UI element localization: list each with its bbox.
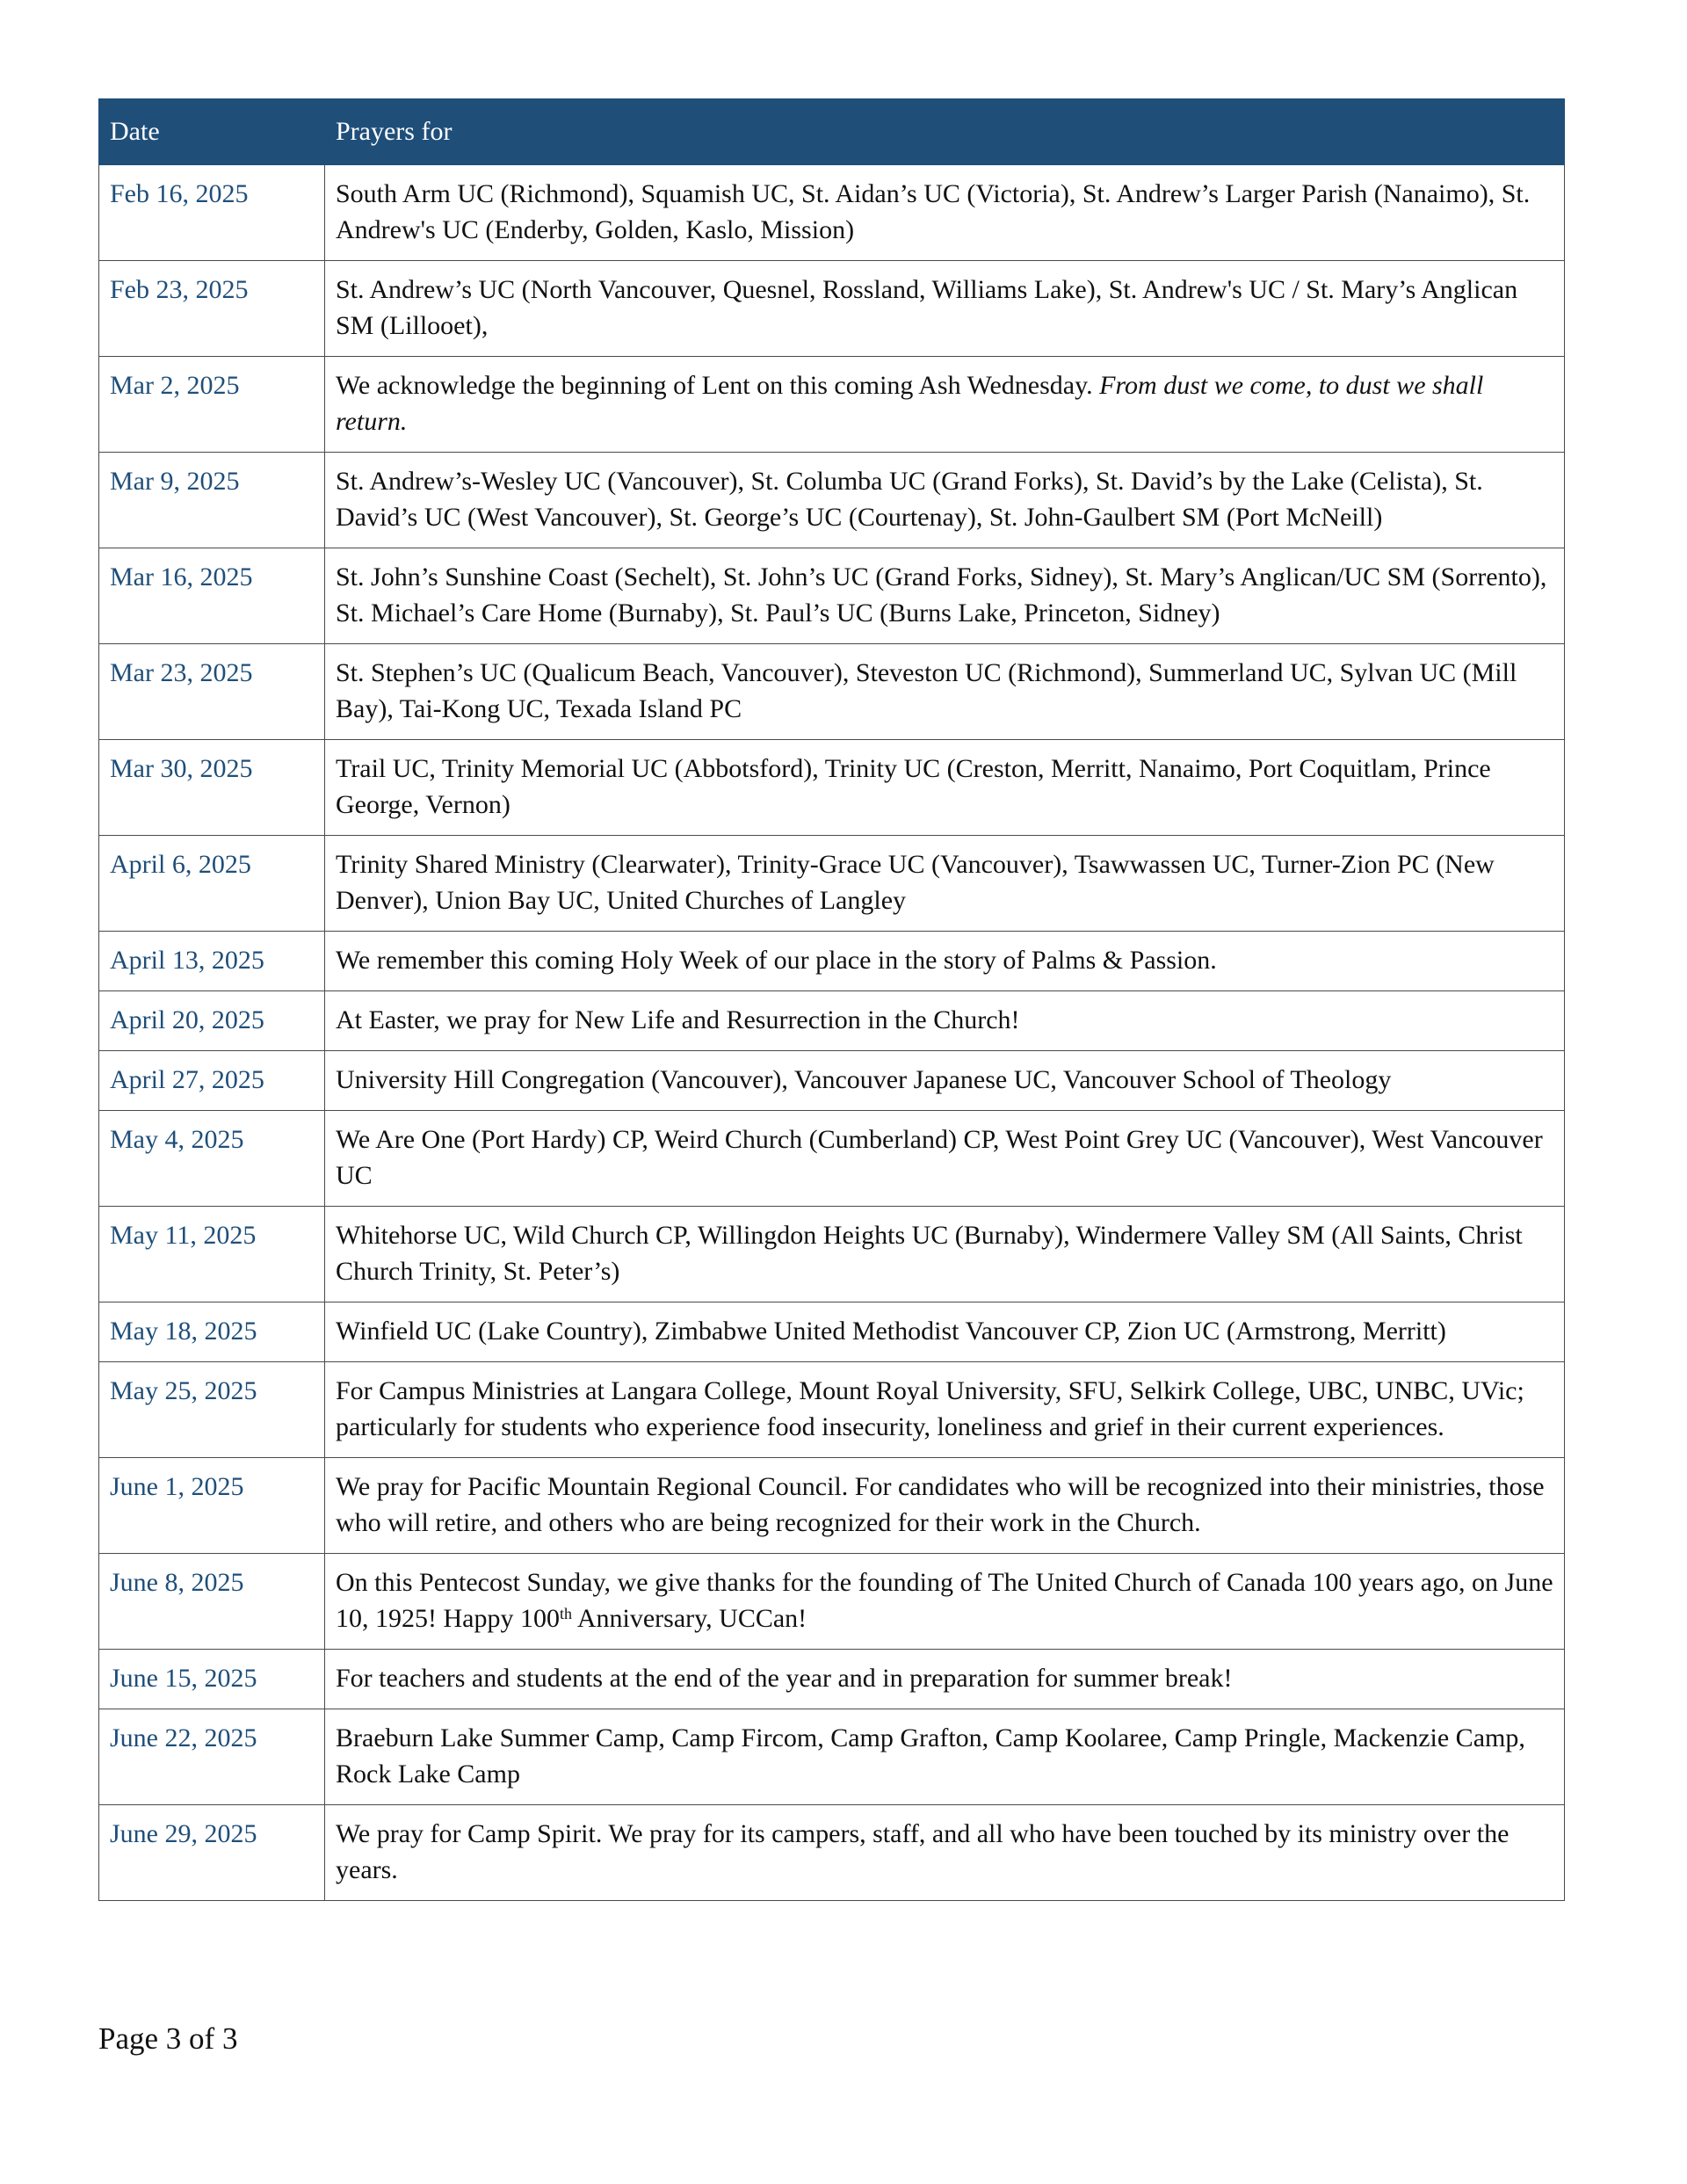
table-row bbox=[99, 1111, 1565, 1207]
table-row bbox=[99, 261, 1565, 357]
table-row bbox=[99, 1051, 1565, 1111]
row-date: June 22, 2025 bbox=[99, 1709, 325, 1805]
row-prayers-text: University Hill Congregation (Vancouver), Vancouver Japanese UC, Vancouver School of Theology bbox=[336, 1065, 1392, 1094]
row-date: May 25, 2025 bbox=[99, 1362, 325, 1458]
row-prayers-text: Whitehorse UC, Wild Church CP, Willingdon Heights UC (Burnaby), Windermere Valley SM (All Saints, Christ Church Trinity, St. Peter’s) bbox=[336, 1221, 1523, 1286]
table-row bbox=[99, 644, 1565, 740]
row-date: May 4, 2025 bbox=[99, 1111, 325, 1207]
table-row bbox=[99, 932, 1565, 991]
row-prayers-text: Trail UC, Trinity Memorial UC (Abbotsford), Trinity UC (Creston, Merritt, Nanaimo, Port Coquitlam, Prince George, Vernon) bbox=[336, 754, 1491, 819]
page-number-footer: Page 3 of 3 bbox=[98, 2021, 238, 2056]
column-header-prayers: Prayers for bbox=[325, 99, 1565, 165]
row-prayers bbox=[325, 1458, 1565, 1554]
row-prayers-text: We remember this coming Holy Week of our place in the story of Palms & Passion. bbox=[336, 946, 1217, 975]
row-date: Mar 2, 2025 bbox=[99, 357, 325, 453]
column-header-date: Date bbox=[99, 99, 325, 165]
row-prayers-text: For Campus Ministries at Langara College, Mount Royal University, SFU, Selkirk College, UBC, UNBC, UVic; particularly for students who experience food insecurity, loneliness and grief in their current experiences. bbox=[336, 1376, 1524, 1441]
row-prayers-text-after: Anniversary, UCCan! bbox=[572, 1604, 807, 1633]
table-header-row bbox=[99, 99, 1565, 165]
row-date: Feb 16, 2025 bbox=[99, 165, 325, 261]
row-prayers bbox=[325, 548, 1565, 644]
row-date: June 8, 2025 bbox=[99, 1554, 325, 1650]
table-row bbox=[99, 991, 1565, 1051]
table-row bbox=[99, 1207, 1565, 1302]
table-row bbox=[99, 836, 1565, 932]
row-date: April 13, 2025 bbox=[99, 932, 325, 991]
row-date: Mar 23, 2025 bbox=[99, 644, 325, 740]
row-prayers bbox=[325, 740, 1565, 836]
table-row bbox=[99, 1302, 1565, 1362]
row-prayers-text: For teachers and students at the end of the year and in preparation for summer break! bbox=[336, 1664, 1233, 1693]
table-body bbox=[99, 165, 1565, 1901]
table-row bbox=[99, 1805, 1565, 1901]
row-date: June 15, 2025 bbox=[99, 1650, 325, 1709]
row-date: June 1, 2025 bbox=[99, 1458, 325, 1554]
row-prayers bbox=[325, 1805, 1565, 1901]
row-prayers bbox=[325, 991, 1565, 1051]
row-prayers-text: South Arm UC (Richmond), Squamish UC, St. Aidan’s UC (Victoria), St. Andrew’s Larger Parish (Nanaimo), St. Andrew's UC (Enderby, Golden, Kaslo, Mission) bbox=[336, 179, 1531, 244]
row-prayers bbox=[325, 1554, 1565, 1650]
table-row bbox=[99, 1709, 1565, 1805]
row-date: May 11, 2025 bbox=[99, 1207, 325, 1302]
row-prayers-text: St. John’s Sunshine Coast (Sechelt), St. John’s UC (Grand Forks, Sidney), St. Mary’s Anglican/UC SM (Sorrento), St. Michael’s Care Home (Burnaby), St. Paul’s UC (Burns Lake, Princeton, Sidney) bbox=[336, 562, 1547, 628]
row-prayers-text: St. Andrew’s-Wesley UC (Vancouver), St. Columba UC (Grand Forks), St. David’s by the Lake (Celista), St. David’s UC (West Vancouver), St. George’s UC (Courtenay), St. John-Gaulbert SM (Port McNeill) bbox=[336, 467, 1483, 532]
row-date: April 6, 2025 bbox=[99, 836, 325, 932]
row-prayers-text: St. Stephen’s UC (Qualicum Beach, Vancouver), Steveston UC (Richmond), Summerland UC, Sylvan UC (Mill Bay), Tai-Kong UC, Texada Island PC bbox=[336, 658, 1517, 723]
table-row bbox=[99, 1650, 1565, 1709]
row-prayers bbox=[325, 165, 1565, 261]
row-prayers bbox=[325, 261, 1565, 357]
row-prayers bbox=[325, 1207, 1565, 1302]
table-row bbox=[99, 548, 1565, 644]
row-prayers-text: We pray for Pacific Mountain Regional Council. For candidates who will be recognized into their ministries, those who will retire, and others who are being recognized for their work in the Church. bbox=[336, 1472, 1545, 1537]
row-prayers bbox=[325, 1650, 1565, 1709]
row-date: May 18, 2025 bbox=[99, 1302, 325, 1362]
row-prayers bbox=[325, 1709, 1565, 1805]
row-prayers-text: Winfield UC (Lake Country), Zimbabwe United Methodist Vancouver CP, Zion UC (Armstrong, Merritt) bbox=[336, 1317, 1446, 1346]
row-date: Mar 9, 2025 bbox=[99, 453, 325, 548]
row-prayers bbox=[325, 836, 1565, 932]
row-prayers bbox=[325, 1302, 1565, 1362]
ordinal-superscript: th bbox=[559, 1605, 572, 1622]
row-prayers-text: At Easter, we pray for New Life and Resurrection in the Church! bbox=[336, 1005, 1020, 1034]
row-prayers-text: We acknowledge the beginning of Lent on this coming Ash Wednesday. bbox=[336, 371, 1100, 400]
row-prayers-text: St. Andrew’s UC (North Vancouver, Quesnel, Rossland, Williams Lake), St. Andrew's UC / St. Mary’s Anglican SM (Lillooet), bbox=[336, 275, 1518, 340]
row-prayers bbox=[325, 357, 1565, 453]
table-row bbox=[99, 357, 1565, 453]
table-row bbox=[99, 1458, 1565, 1554]
row-date: Feb 23, 2025 bbox=[99, 261, 325, 357]
row-date: April 20, 2025 bbox=[99, 991, 325, 1051]
row-date: April 27, 2025 bbox=[99, 1051, 325, 1111]
row-prayers-text: On this Pentecost Sunday, we give thanks for the founding of The United Church of Canada 100 years ago, on June 10, 1925! Happy 100 bbox=[336, 1568, 1553, 1633]
row-prayers-text: Trinity Shared Ministry (Clearwater), Trinity-Grace UC (Vancouver), Tsawwassen UC, Turner-Zion PC (New Denver), Union Bay UC, United Churches of Langley bbox=[336, 850, 1495, 915]
row-date: Mar 16, 2025 bbox=[99, 548, 325, 644]
row-prayers bbox=[325, 644, 1565, 740]
prayer-schedule-table bbox=[98, 98, 1565, 1901]
row-date: Mar 30, 2025 bbox=[99, 740, 325, 836]
row-prayers bbox=[325, 453, 1565, 548]
row-prayers-italic-text: From dust we come, to dust we shall return. bbox=[336, 371, 1484, 436]
row-prayers bbox=[325, 932, 1565, 991]
table-row bbox=[99, 740, 1565, 836]
table-row bbox=[99, 1554, 1565, 1650]
row-prayers-text: Braeburn Lake Summer Camp, Camp Fircom, Camp Grafton, Camp Koolaree, Camp Pringle, Mackenzie Camp, Rock Lake Camp bbox=[336, 1723, 1525, 1789]
table-row bbox=[99, 453, 1565, 548]
row-prayers-text: We pray for Camp Spirit. We pray for its campers, staff, and all who have been touched by its ministry over the years. bbox=[336, 1819, 1510, 1884]
row-prayers bbox=[325, 1051, 1565, 1111]
row-prayers bbox=[325, 1362, 1565, 1458]
table-row bbox=[99, 1362, 1565, 1458]
row-prayers-text: We Are One (Port Hardy) CP, Weird Church (Cumberland) CP, West Point Grey UC (Vancouver), West Vancouver UC bbox=[336, 1125, 1543, 1190]
table-row bbox=[99, 165, 1565, 261]
table-header bbox=[99, 99, 1565, 165]
row-prayers bbox=[325, 1111, 1565, 1207]
row-date: June 29, 2025 bbox=[99, 1805, 325, 1901]
